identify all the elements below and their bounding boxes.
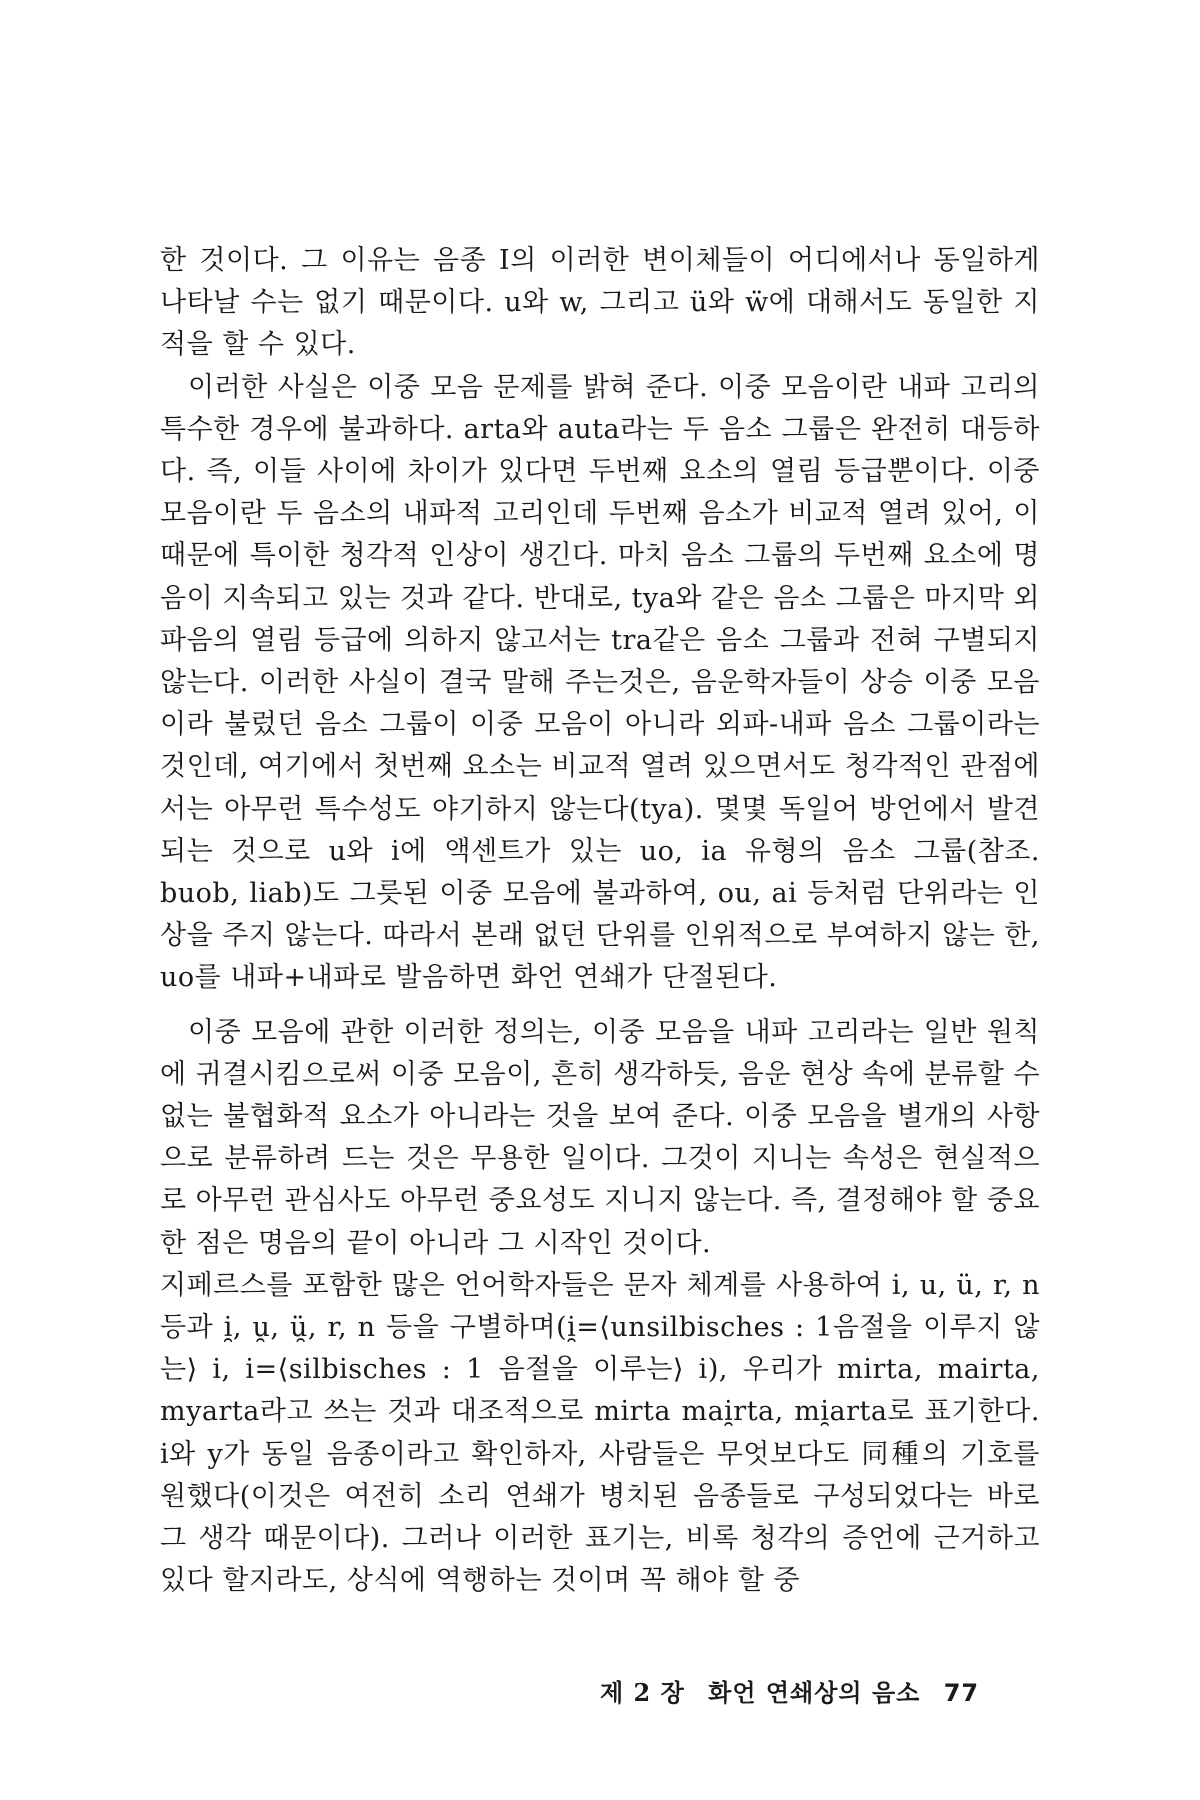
paragraph-1: 한 것이다. 그 이유는 음종 I의 이러한 변이체들이 어디에서나 동일하게 나타날 수는 없기 때문이다. u와 w, 그리고 ü와 ẅ에 대해서도 동일한 지적을 할 수 있다. [160, 245, 1040, 361]
page-body [160, 240, 1040, 1603]
paragraph-4: 지페르스를 포함한 많은 언어학자들은 문자 체계를 사용하여 i, u, ü, r, n 등과 i̯, u̯, ü̯, r, n 등을 구별하며(i̯=⟨unsilbisches : 1음절을 이루지 않는⟩ i, i=⟨silbisches : 1 음절을 이루는⟩ i), 우리가 mirta, mairta, myarta라고 쓰는 것과 대조적으로 mirta mai̯rta, mi̯arta로 표기한다. i와 y가 동일 음종이라고 확인하자, 사람들은 무엇보다도 同種의 기호를 원했다(이것은 여전히 소리 연쇄가 병치된 음종들로 구성되었다는 바로 그 생각 때문이다). 그러나 이러한 표기는, 비록 청각의 증언에 근거하고 있다 할지라도, 상식에 역행하는 것이며 꼭 해야 할 중 [160, 1269, 1040, 1597]
footer-title: 화언 연쇄상의 음소 [708, 1678, 921, 1707]
paragraph-2: 이러한 사실은 이중 모음 문제를 밝혀 준다. 이중 모음이란 내파 고리의 특수한 경우에 불과하다. arta와 auta라는 두 음소 그룹은 완전히 대등하다. 즉, 이들 사이에 차이가 있다면 두번째 요소의 열림 등급뿐이다. 이중 모음이란 두 음소의 내파적 고리인데 두번째 음소가 비교적 열려 있어, 이 때문에 특이한 청각적 인상이 생긴다. 마치 음소 그룹의 두번째 요소에 명음이 지속되고 있는 것과 같다. 반대로, tya와 같은 음소 그룹은 마지막 외파음의 열림 등급에 의하지 않고서는 tra같은 음소 그룹과 전혀 구별되지 않는다. 이러한 사실이 결국 말해 주는것은, 음운학자들이 상승 이중 모음이라 불렀던 음소 그룹이 이중 모음이 아니라 외파-내파 음소 그룹이라는 것인데, 여기에서 첫번째 요소는 비교적 열려 있으면서도 청각적인 관점에서는 아무런 특수성도 야기하지 않는다(tya). 몇몇 독일어 방언에서 발견되는 것으로 u와 i에 액센트가 있는 uo, ia 유형의 음소 그룹(참조. buob, liab)도 그릇된 이중 모음에 불과하여, ou, ai 등처럼 단위라는 인상을 주지 않는다. 따라서 본래 없던 단위를 인위적으로 부여하지 않는 한, uo를 내파+내파로 발음하면 화언 연쇄가 단절된다. [160, 371, 1040, 994]
running-footer [600, 1673, 993, 1708]
page-number: 77 [943, 1679, 980, 1707]
paragraph-3: 이중 모음에 관한 이러한 정의는, 이중 모음을 내파 고리라는 일반 원칙에 귀결시킴으로써 이중 모음이, 흔히 생각하듯, 음운 현상 속에 분류할 수 없는 불협화적 요소가 아니라는 것을 보여 준다. 이중 모음을 별개의 사항으로 분류하려 드는 것은 무용한 일이다. 그것이 지니는 속성은 현실적으로 아무런 관심사도 아무런 중요성도 지니지 않는다. 즉, 결정해야 할 중요한 점은 명음의 끝이 아니라 그 시작인 것이다. [160, 1016, 1040, 1259]
footer-chapter: 제 2 장 [600, 1678, 685, 1707]
